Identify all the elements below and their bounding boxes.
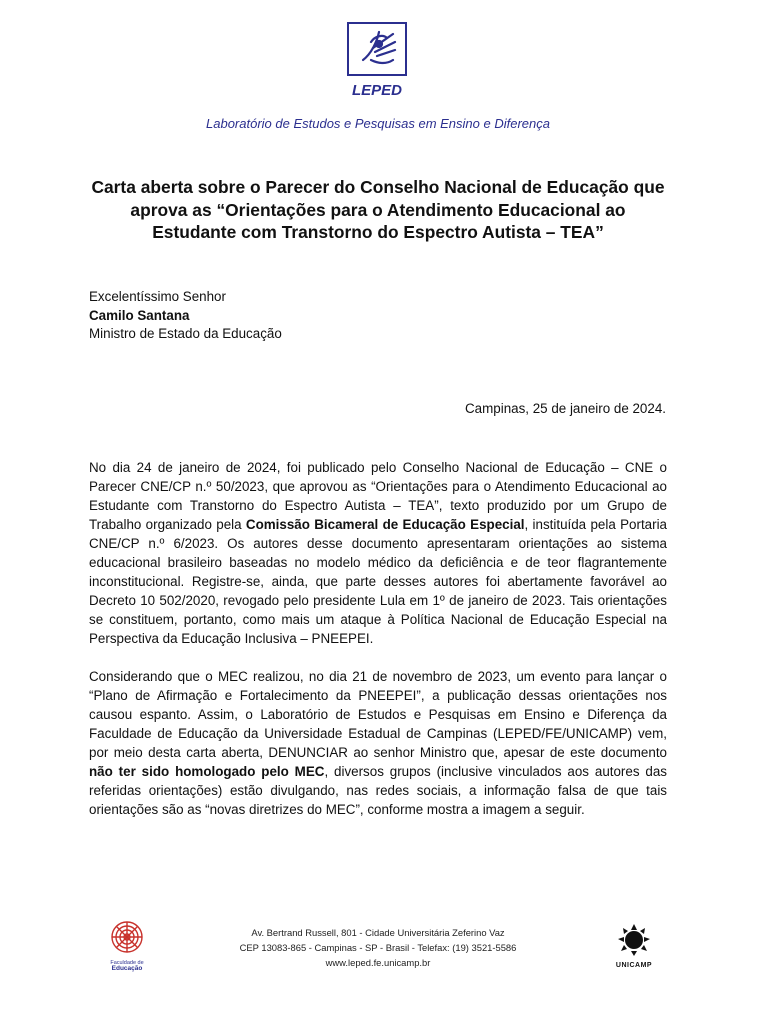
paragraph-1	[89, 458, 667, 648]
footer-line-1: Av. Bertrand Russell, 801 - Cidade Universitária Zeferino Vaz	[251, 927, 505, 938]
paragraph-1-text-c: , instituída pela Portaria CNE/CP n.º 6/2023. Os autores desse documento apresentaram orientações ao sistema educacional brasileiro baseadas no modelo médico da deficiência e de teor flagrantemente inconstitucional. Registre-se, ainda, que parte desses autores foi abertamente favorável ao Decreto 10 502/2020, revogado pelo presidente Lula em 1º de janeiro de 2023. Tais orientações se constituem, portanto, como mais um ataque à Política Nacional de Educação Especial na Perspectiva da Educação Inclusiva – PNEEPEI.	[89, 517, 667, 646]
paragraph-2-text-c: , diversos grupos (inclusive vinculados aos autores das referidas orientações) estão divulgando, nas redes sociais, a informação falsa de que tais orientações são as “novas diretrizes do MEC”, conforme mostra a imagem a seguir.	[89, 764, 667, 817]
faculdade-logo-line2: Educação	[111, 965, 143, 972]
footer-address	[190, 925, 566, 970]
faculdade-logo-text	[98, 960, 156, 972]
unicamp-emblem-icon	[614, 922, 654, 958]
footer-website: www.leped.fe.unicamp.br	[325, 957, 431, 968]
addressee-block	[89, 288, 282, 344]
lab-name: Laboratório de Estudos e Pesquisas em Ensino e Diferença	[206, 116, 550, 131]
addressee-role: Ministro de Estado da Educação	[89, 326, 282, 341]
faculdade-logo-line1: Faculdade de	[110, 960, 144, 966]
unicamp-wordmark: UNICAMP	[615, 962, 653, 969]
unicamp-logo	[614, 922, 654, 958]
paragraph-2-bold: não ter sido homologado pelo MEC	[89, 764, 325, 779]
salutation: Excelentíssimo Senhor	[89, 289, 226, 304]
paragraph-2	[89, 667, 667, 819]
paragraph-1-bold: Comissão Bicameral de Educação Especial	[245, 517, 525, 532]
letter-title: Carta aberta sobre o Parecer do Conselho Nacional de Educação que aprova as “Orientações para o Atendimento Educacional ao Estudante com Transtorno do Espectro Autista – TEA”	[91, 177, 665, 242]
paragraph-2-text-a: Considerando que o MEC realizou, no dia 21 de novembro de 2023, um evento para lançar o “Plano de Afirmação e Fortalecimento da PNEEPEI”, a publicação dessas orientações nos causou espanto. Assim, o Laboratório de Estudos e Pesquisas em Ensino e Diferença da Faculdade de Educação da Universidade Estadual de Campinas (LEPED/FE/UNICAMP) vem, por meio desta carta aberta, DENUNCIAR ao senhor Ministro que, apesar de este documento	[89, 669, 667, 760]
logo-wordmark: LEPED	[351, 82, 402, 99]
footer-line-2: CEP 13083-865 - Campinas - SP - Brasil - Telefax: (19) 3521-5586	[239, 942, 517, 953]
leped-emblem-icon	[349, 24, 405, 74]
addressee-name: Camilo Santana	[89, 307, 190, 323]
paragraph-1-text-a: No dia 24 de janeiro de 2024, foi publicado pelo Conselho Nacional de Educação – CNE o Parecer CNE/CP n.º 50/2023, que aprovou as “Orientações para o Atendimento Educacional ao Estudante com Transtorno do Espectro Autista – TEA”, texto produzido por um Grupo de Trabalho organizado pela	[89, 460, 667, 532]
faculdade-seal-icon	[104, 918, 150, 958]
date-line: Campinas, 25 de janeiro de 2024.	[465, 401, 666, 416]
leped-logo	[347, 22, 407, 76]
